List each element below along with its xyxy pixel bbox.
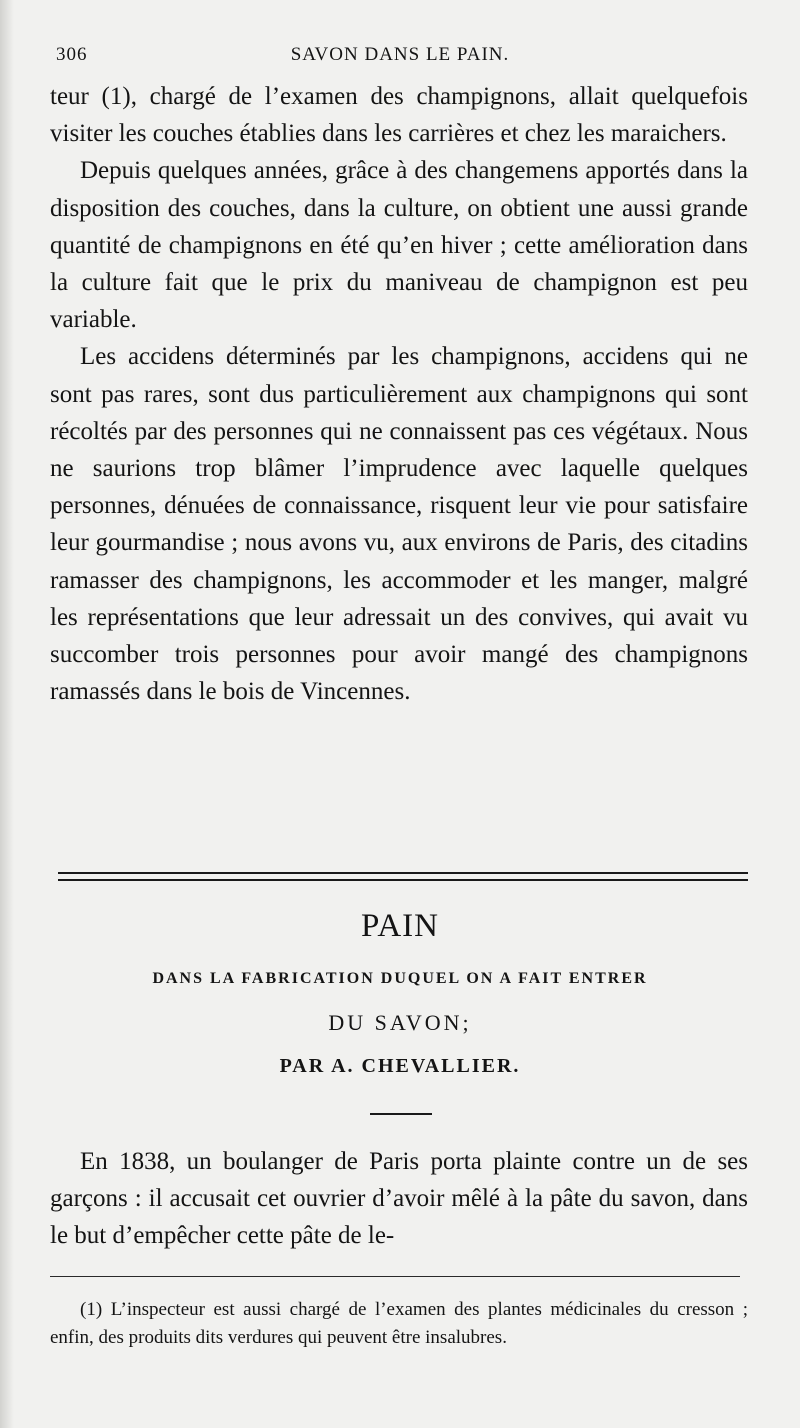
- section-divider: [58, 872, 748, 881]
- article-author: PAR A. CHEVALLIER.: [279, 1055, 521, 1077]
- article-title: PAIN: [361, 908, 439, 944]
- page-number: 306: [56, 44, 88, 65]
- body-text: [50, 78, 748, 710]
- running-header: [50, 44, 750, 74]
- page-edge-shadow: [0, 0, 14, 1428]
- footnote: [50, 1296, 748, 1352]
- article-body: [50, 1143, 748, 1255]
- footnote-rule: [50, 1276, 740, 1277]
- paragraph-1: teur (1), chargé de l’examen des champignons, allait quelquefois visiter les couches établies dans les carrières et chez les maraichers.: [50, 83, 748, 148]
- running-title: SAVON DANS LE PAIN.: [290, 44, 510, 65]
- article-subtitle: DANS LA FABRICATION DUQUEL ON A FAIT ENTRER: [152, 970, 648, 987]
- paragraph-2: Depuis quelques années, grâce à des changemens apportés dans la disposition des couches, dans la culture, on obtient une aussi grande quantité de champignons en été qu’en hiver ; cette amélioration dans la culture fait que le prix du maniveau de champignon est peu variable.: [50, 157, 748, 334]
- article-paragraph-1: En 1838, un boulanger de Paris porta plainte contre un de ses garçons : il accusait cet ouvrier d’avoir mêlé à la pâte du savon, dans le but d’empêcher cette pâte de le-: [50, 1148, 748, 1250]
- footnote-text: (1) L’inspecteur est aussi chargé de l’examen des plantes médicinales du cresson ; enfin, des produits dits verdures qui peuvent être insalubres.: [50, 1299, 748, 1348]
- paragraph-3: Les accidens déterminés par les champignons, accidens qui ne sont pas rares, sont dus particulièrement aux champignons qui sont récoltés par des personnes qui ne connaissent pas ces végétaux. Nous ne saurions trop blâmer l’imprudence avec laquelle quelques personnes, dénuées de connaissance, risquent leur vie pour satisfaire leur gourmandise ; nous avons vu, aux environs de Paris, des citadins ramasser des champignons, les accommoder et les manger, malgré les représentations que leur adressait un des convives, qui avait vu succomber trois personnes pour avoir mangé des champignons ramassés dans le bois de Vincennes.: [50, 343, 748, 706]
- article-subtitle-2: DU SAVON;: [328, 1010, 472, 1035]
- title-rule: [370, 1113, 432, 1115]
